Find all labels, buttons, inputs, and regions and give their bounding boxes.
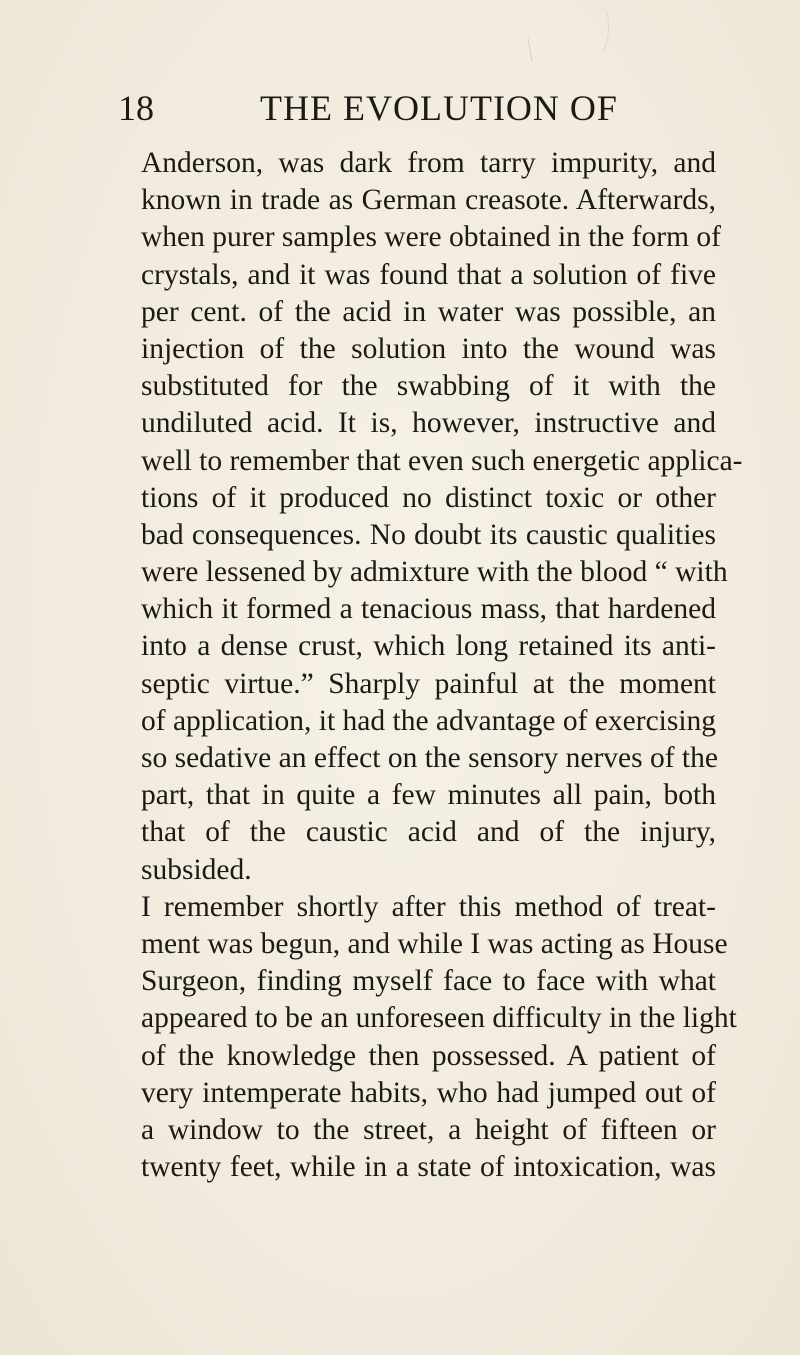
text-line: into a dense crust, which long retained its anti- (141, 630, 716, 663)
paper-blemish (520, 10, 640, 70)
text-line: well to remember that even such energetic applica- (141, 444, 743, 477)
text-line: very intemperate habits, who had jumped out of (141, 1076, 716, 1109)
text-line: crystals, and it was found that a solution of five (141, 258, 716, 291)
text-line: a window to the street, a height of fifteen or (141, 1113, 716, 1146)
text-line: which it formed a tenacious mass, that hardened (141, 593, 716, 626)
text-line: septic virtue.” Sharply painful at the moment (141, 667, 716, 700)
paragraph-1 (141, 145, 743, 889)
text-line: ment was begun, and while I was acting as House (141, 927, 728, 960)
text-line: tions of it produced no distinct toxic or other (141, 481, 716, 514)
page-number: 18 (118, 88, 154, 128)
text-line: undiluted acid. It is, however, instructive and (141, 407, 716, 440)
text-line: so sedative an effect on the sensory nerves of the (141, 742, 718, 774)
text-line: known in trade as German creasote. Afterwards, (141, 184, 716, 217)
text-line: when purer samples were obtained in the form of (141, 221, 721, 254)
text-line: Surgeon, finding myself face to face with what (141, 965, 716, 998)
body-text (141, 145, 743, 1186)
text-line: subsided. (141, 853, 252, 886)
text-line: per cent. of the acid in water was possible, an (141, 295, 716, 328)
running-head (118, 88, 718, 128)
text-line: of application, it had the advantage of exercising (141, 704, 717, 737)
text-line: twenty feet, while in a state of intoxication, was (141, 1151, 716, 1184)
running-title: THE EVOLUTION OF (260, 88, 618, 128)
text-line: appeared to be an unforeseen difficulty in the light (141, 1002, 737, 1035)
text-line: I remember shortly after this method of treat- (141, 890, 716, 923)
text-line: were lessened by admixture with the blood “ with (141, 556, 728, 589)
text-line: of the knowledge then possessed. A patient of (141, 1039, 716, 1072)
text-line: part, that in quite a few minutes all pain, both (141, 779, 716, 812)
text-line: that of the caustic acid and of the injury, (141, 816, 716, 849)
text-line: bad consequences. No doubt its caustic qualities (141, 518, 716, 551)
text-line: Anderson, was dark from tarry impurity, and (141, 147, 716, 179)
paragraph-2 (141, 889, 737, 1187)
text-line: injection of the solution into the wound was (141, 332, 716, 365)
text-line: substituted for the swabbing of it with the (141, 370, 716, 403)
